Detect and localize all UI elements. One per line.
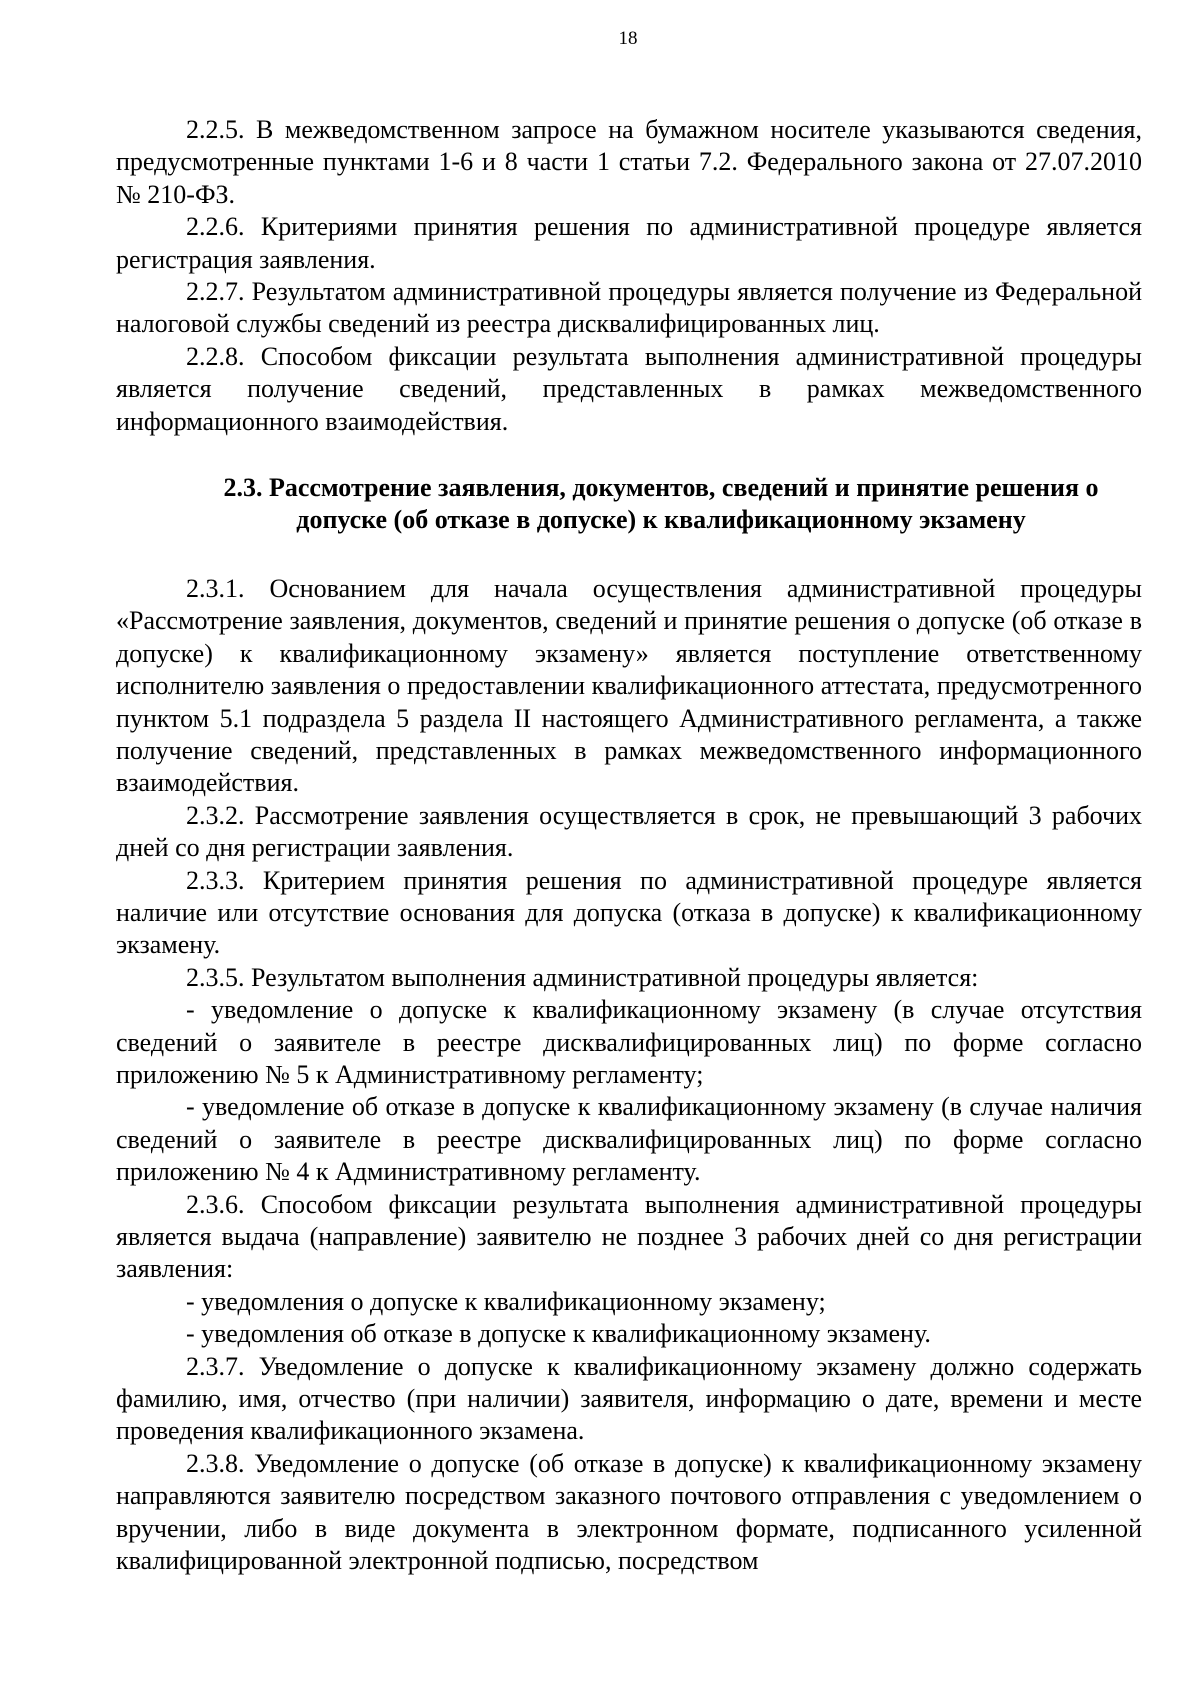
paragraph-2-3-3: 2.3.3. Критерием принятия решения по административной процедуре является наличие или отсутствие основания для допуска (отказа в допуске) к квалификационному экзамену.	[116, 865, 1142, 960]
paragraph-2-2-6: 2.2.6. Критериями принятия решения по административной процедуре является регистрация заявления.	[116, 212, 1142, 274]
paragraph-2-3-1: 2.3.1. Основанием для начала осуществления административной процедуры «Рассмотрение заявления, документов, сведений и принятие решения о допуске (об отказе в допуске) к квалификационному экзамену» является поступление ответственному исполнителю заявления о предоставлении квалификационного аттестата, предусмотренного пунктом 5.1 подраздела 5 раздела II настоящего Административного регламента, а также получение сведений, представленных в рамках межведомственного информационного взаимодействия.	[116, 573, 1142, 798]
page-number: 18	[618, 28, 638, 49]
paragraph-2-3-5: 2.3.5. Результатом выполнения административной процедуры является:	[186, 962, 979, 992]
list-item-notice-refusal: - уведомление об отказе в допуске к квалификационному экзамену (в случае наличия сведений о заявителе в реестре дисквалифицированных лиц) по форме согласно приложению № 4 к Административному регламенту.	[116, 1092, 1142, 1187]
section-heading-2-3	[116, 472, 1142, 537]
section-heading-line-1: 2.3. Рассмотрение заявления, документов, сведений и принятие решения о	[223, 473, 1099, 503]
list-item-notification-admission: - уведомления о допуске к квалификационному экзамену;	[186, 1286, 826, 1316]
paragraph-2-3-8: 2.3.8. Уведомление о допуске (об отказе в допуске) к квалификационному экзамену направляются заявителю посредством заказного почтового отправления с уведомлением о вручении, либо в виде документа в электронном формате, подписанного усиленной квалифицированной электронной подписью, посредством	[116, 1448, 1142, 1576]
paragraph-2-2-5: 2.2.5. В межведомственном запросе на бумажном носителе указываются сведения, предусмотренные пунктами 1-6 и 8 части 1 статьи 7.2. Федерального закона от 27.07.2010 № 210-ФЗ.	[116, 115, 1142, 209]
paragraph-2-3-7: 2.3.7. Уведомление о допуске к квалификационному экзамену должно содержать фамилию, имя, отчество (при наличии) заявителя, информацию о дате, времени и месте проведения квалификационного экзамена.	[116, 1351, 1142, 1446]
paragraph-2-2-8: 2.2.8. Способом фиксации результата выполнения административной процедуры является получение сведений, представленных в рамках межведомственного информационного взаимодействия.	[116, 341, 1142, 436]
document-body	[116, 114, 1142, 1577]
paragraph-2-3-6: 2.3.6. Способом фиксации результата выполнения административной процедуры является выдача (направление) заявителю не позднее 3 рабочих дней со дня регистрации заявления:	[116, 1189, 1142, 1284]
paragraph-2-3-2: 2.3.2. Рассмотрение заявления осуществляется в срок, не превышающий 3 рабочих дней со дня регистрации заявления.	[116, 800, 1142, 863]
paragraph-2-2-7: 2.2.7. Результатом административной процедуры является получение из Федеральной налоговой службы сведений из реестра дисквалифицированных лиц.	[116, 277, 1142, 339]
section-heading-line-2: допуске (об отказе в допуске) к квалификационному экзамену	[296, 505, 1026, 535]
list-item-notification-refusal: - уведомления об отказе в допуске к квалификационному экзамену.	[186, 1319, 931, 1349]
list-item-notice-admission: - уведомление о допуске к квалификационному экзамену (в случае отсутствия сведений о заявителе в реестре дисквалифицированных лиц) по форме согласно приложению № 5 к Административному регламенту;	[116, 995, 1142, 1089]
